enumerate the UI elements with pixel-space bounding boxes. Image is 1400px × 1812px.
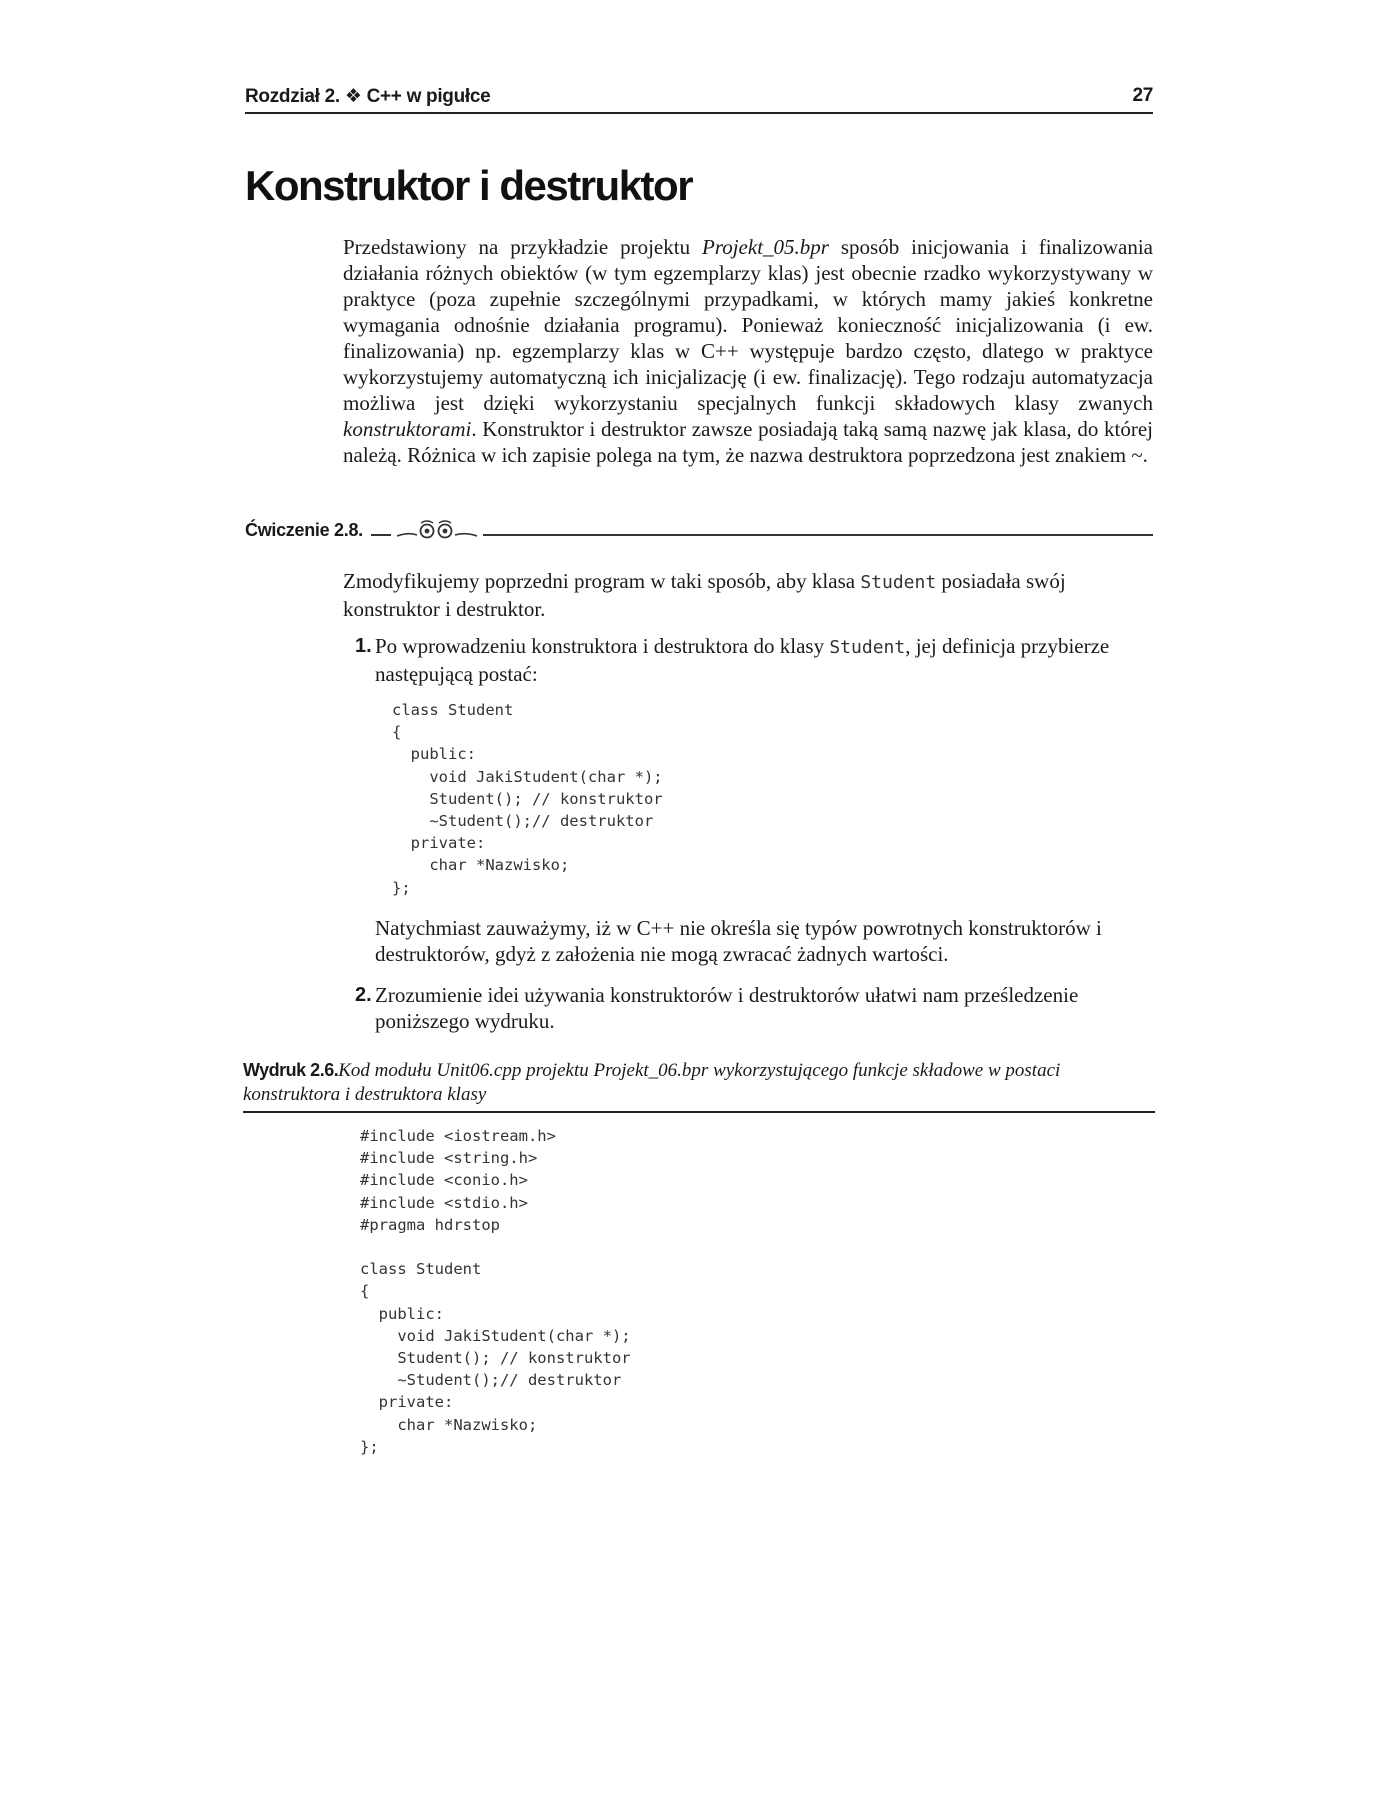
exercise-label: Ćwiczenie 2.8. bbox=[245, 520, 371, 541]
intro-text-3: . Konstruktor i destruktor zawsze posiadają taką samą nazwę jak klasa, do której należą. Różnica w ich zapisie polega na tym, że nazwa destruktora poprzedzona jest znakiem ~. bbox=[343, 417, 1153, 467]
intro-text-2: sposób inicjowania i finalizowania działania różnych obiektów (w tym egzemplarzy klas) jest obecnie rzadko wykorzystywany w praktyce (poza zupełnie szczególnymi przypadkami, w których mamy jakieś konkretne wymagania odnośnie działania programu). Ponieważ konieczność inicjalizowania (i ew. finalizowania) np. egzemplarzy klas w C++ występuje bardzo często, dlatego w praktyce wykorzystujemy automatyczną ich inicjalizację (i ew. finalizację). Tego rodzaju automatyzacja możliwa jest dzięki wykorzystaniu specjalnych funkcji składowych klasy zwanych bbox=[343, 235, 1153, 415]
step-1-class-name: Student bbox=[829, 637, 906, 658]
intro-paragraph bbox=[343, 234, 1153, 468]
exercise-heading bbox=[245, 518, 1153, 544]
step-1-text-1: Po wprowadzeniu konstruktora i destruktora do klasy bbox=[375, 634, 830, 658]
step-2-number: 2. bbox=[355, 984, 372, 1006]
flourish-ornament-icon bbox=[391, 518, 483, 549]
listing-label: Wydruk 2.6. bbox=[243, 1060, 339, 1080]
exercise-intro bbox=[343, 568, 1153, 622]
project-file-name: Projekt_05.bpr bbox=[702, 235, 829, 259]
step-2-text: Zrozumienie idei używania konstruktorów i destruktorów ułatwi nam prześledzenie poniższego wydruku. bbox=[375, 983, 1079, 1033]
exercise-intro-text-2: posiadała swój konstruktor i destruktor. bbox=[343, 569, 1066, 621]
step-1 bbox=[355, 633, 1173, 687]
class-definition-code: class Student { public: void JakiStudent(char *); Student(); // konstruktor ~Student();// destruktor private: char *Nazwisko; }; bbox=[392, 701, 663, 897]
listing-code: #include <iostream.h> #include <string.h> #include <conio.h> #include <stdio.h> #pragma hdrstop class Student { public: void JakiStudent(char *); Student(); // konstruktor ~Student();// destruktor private: char *Nazwisko; }; bbox=[360, 1127, 631, 1456]
term-konstruktorami: konstruktorami bbox=[343, 417, 472, 441]
step-1-number: 1. bbox=[355, 635, 372, 657]
step-1-text-2: , jej definicja przybierze następującą postać: bbox=[375, 634, 1110, 686]
step-2 bbox=[355, 982, 1173, 1034]
listing-caption-text: Kod modułu Unit06.cpp projektu Projekt_06.bpr wykorzystującego funkcje składowe w postaci konstruktora i destruktora klasy bbox=[243, 1060, 1061, 1105]
page-number: 27 bbox=[1132, 85, 1153, 106]
intro-text-1: Przedstawiony na przykładzie projektu bbox=[343, 235, 702, 259]
step-1-note: Natychmiast zauważymy, iż w C++ nie określa się typów powrotnych konstruktorów i destruktorów, gdyż z założenia nie mogą zwracać żadnych wartości. bbox=[375, 916, 1102, 966]
running-header bbox=[245, 84, 1153, 114]
section-title: Konstruktor i destruktor bbox=[245, 162, 693, 209]
class-name-inline: Student bbox=[860, 572, 937, 593]
exercise-rule bbox=[365, 534, 1153, 536]
exercise-intro-text-1: Zmodyfikujemy poprzedni program w taki sposób, aby klasa bbox=[343, 569, 861, 593]
chapter-title: Rozdział 2. ❖ C++ w pigułce bbox=[245, 86, 491, 107]
listing-caption bbox=[243, 1058, 1155, 1113]
